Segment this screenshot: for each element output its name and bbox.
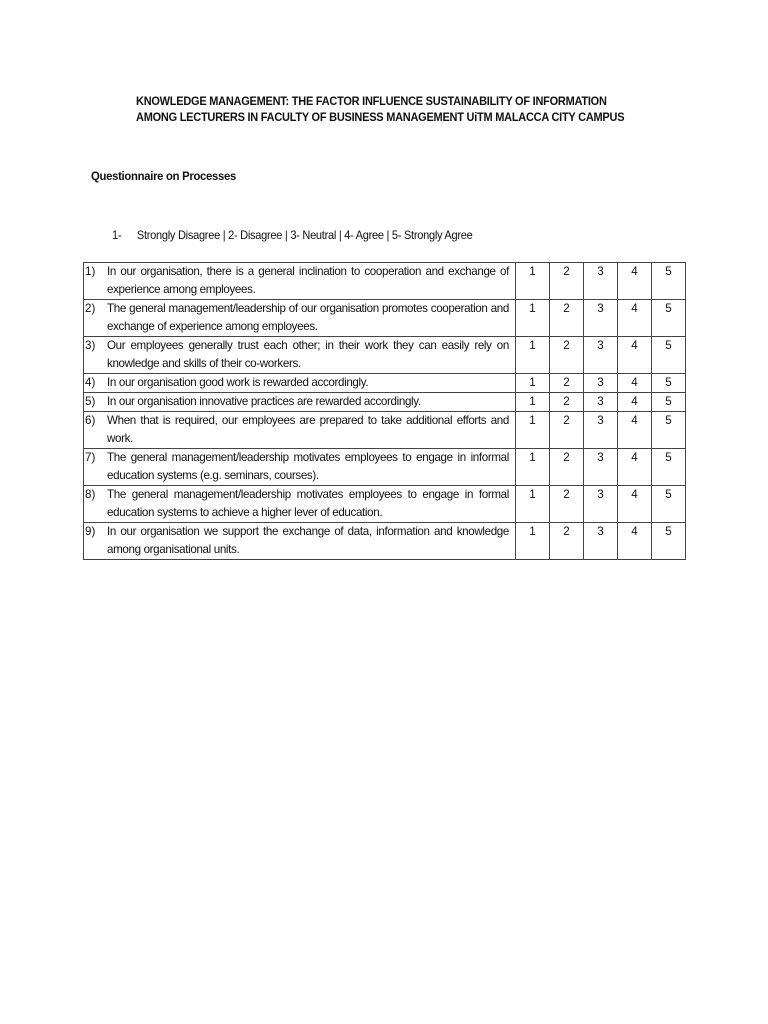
question-text: In our organisation good work is rewarded accordingly.	[107, 376, 369, 389]
rating-option-5[interactable]: 5	[652, 523, 686, 560]
rating-option-2[interactable]: 2	[550, 337, 584, 374]
question-number: 9)	[85, 525, 96, 538]
scale-text: Strongly Disagree | 2- Disagree | 3- Neutral | 4- Agree | 5- Strongly Agree	[136, 228, 473, 242]
question-number: 4)	[85, 376, 96, 389]
question-row	[84, 374, 686, 393]
rating-option-4[interactable]: 4	[618, 523, 652, 560]
question-text: In our organisation innovative practices are rewarded accordingly.	[107, 395, 421, 408]
rating-option-1[interactable]: 1	[516, 412, 550, 449]
rating-option-4[interactable]: 4	[618, 449, 652, 486]
question-content	[84, 374, 515, 392]
rating-option-4[interactable]: 4	[618, 393, 652, 412]
question-row	[84, 393, 686, 412]
rating-option-3[interactable]: 3	[584, 393, 618, 412]
rating-option-5[interactable]: 5	[652, 300, 686, 337]
question-cell	[84, 412, 516, 449]
rating-option-2[interactable]: 2	[550, 300, 584, 337]
rating-option-5[interactable]: 5	[652, 449, 686, 486]
question-row	[84, 449, 686, 486]
rating-option-5[interactable]: 5	[652, 486, 686, 523]
title-line-1: KNOWLEDGE MANAGEMENT: THE FACTOR INFLUENCE SUSTAINABILITY OF INFORMATION	[136, 94, 607, 108]
question-content	[84, 393, 515, 411]
question-row	[84, 486, 686, 523]
question-row	[84, 523, 686, 560]
rating-option-3[interactable]: 3	[584, 263, 618, 300]
question-content	[84, 486, 515, 522]
rating-option-3[interactable]: 3	[584, 412, 618, 449]
question-row	[84, 263, 686, 300]
rating-option-1[interactable]: 1	[516, 374, 550, 393]
rating-option-3[interactable]: 3	[584, 523, 618, 560]
rating-option-5[interactable]: 5	[652, 393, 686, 412]
question-cell	[84, 374, 516, 393]
rating-option-4[interactable]: 4	[618, 486, 652, 523]
question-number: 7)	[85, 451, 96, 464]
rating-option-2[interactable]: 2	[550, 374, 584, 393]
question-content	[84, 449, 515, 485]
question-content	[84, 523, 515, 559]
question-text: In our organisation, there is a general inclination to cooperation and exchange of experience among employees.	[107, 265, 509, 296]
questionnaire-body	[84, 263, 686, 560]
question-text: In our organisation we support the exchange of data, information and knowledge among organisational units.	[107, 525, 509, 556]
questionnaire-table	[83, 262, 686, 560]
question-row	[84, 300, 686, 337]
question-cell	[84, 486, 516, 523]
rating-option-4[interactable]: 4	[618, 300, 652, 337]
question-content	[84, 300, 515, 336]
rating-option-3[interactable]: 3	[584, 337, 618, 374]
question-number: 5)	[85, 395, 96, 408]
question-number: 8)	[85, 488, 96, 501]
rating-option-1[interactable]: 1	[516, 486, 550, 523]
question-number: 3)	[85, 339, 96, 352]
rating-option-2[interactable]: 2	[550, 486, 584, 523]
question-cell	[84, 393, 516, 412]
question-cell	[84, 300, 516, 337]
rating-option-1[interactable]: 1	[516, 337, 550, 374]
rating-option-2[interactable]: 2	[550, 412, 584, 449]
question-text: The general management/leadership motivates employees to engage in formal education systems to achieve a higher lever of education.	[107, 488, 509, 519]
question-number: 6)	[85, 414, 96, 427]
rating-option-1[interactable]: 1	[516, 300, 550, 337]
rating-option-2[interactable]: 2	[550, 393, 584, 412]
question-number: 2)	[85, 302, 96, 315]
question-text: The general management/leadership motivates employees to engage in informal education systems (e.g. seminars, courses).	[107, 451, 509, 482]
rating-option-3[interactable]: 3	[584, 486, 618, 523]
rating-option-1[interactable]: 1	[516, 449, 550, 486]
question-text: The general management/leadership of our organisation promotes cooperation and exchange of experience among employees.	[107, 302, 509, 333]
section-heading: Questionnaire on Processes	[91, 169, 237, 183]
question-row	[84, 337, 686, 374]
rating-option-1[interactable]: 1	[516, 393, 550, 412]
rating-option-4[interactable]: 4	[618, 337, 652, 374]
rating-option-5[interactable]: 5	[652, 263, 686, 300]
document-title	[136, 93, 657, 125]
rating-option-4[interactable]: 4	[618, 263, 652, 300]
question-content	[84, 337, 515, 373]
rating-option-5[interactable]: 5	[652, 412, 686, 449]
question-text: Our employees generally trust each other; in their work they can easily rely on knowledge and skills of their co-workers.	[107, 339, 509, 370]
rating-option-3[interactable]: 3	[584, 300, 618, 337]
question-cell	[84, 523, 516, 560]
question-cell	[84, 449, 516, 486]
question-number: 1)	[85, 265, 96, 278]
question-row	[84, 412, 686, 449]
rating-option-1[interactable]: 1	[516, 523, 550, 560]
question-cell	[84, 263, 516, 300]
rating-option-1[interactable]: 1	[516, 263, 550, 300]
scale-number: 1-	[112, 228, 122, 242]
rating-option-5[interactable]: 5	[652, 374, 686, 393]
title-line-2: AMONG LECTURERS IN FACULTY OF BUSINESS MANAGEMENT UiTM MALACCA CITY CAMPUS	[136, 110, 625, 124]
rating-option-2[interactable]: 2	[550, 263, 584, 300]
rating-option-2[interactable]: 2	[550, 523, 584, 560]
question-content	[84, 263, 515, 299]
rating-option-2[interactable]: 2	[550, 449, 584, 486]
rating-option-5[interactable]: 5	[652, 337, 686, 374]
rating-option-3[interactable]: 3	[584, 449, 618, 486]
question-cell	[84, 337, 516, 374]
rating-option-3[interactable]: 3	[584, 374, 618, 393]
rating-option-4[interactable]: 4	[618, 374, 652, 393]
rating-scale-legend	[112, 228, 473, 242]
question-text: When that is required, our employees are prepared to take additional efforts and work.	[107, 414, 509, 445]
rating-option-4[interactable]: 4	[618, 412, 652, 449]
question-content	[84, 412, 515, 448]
